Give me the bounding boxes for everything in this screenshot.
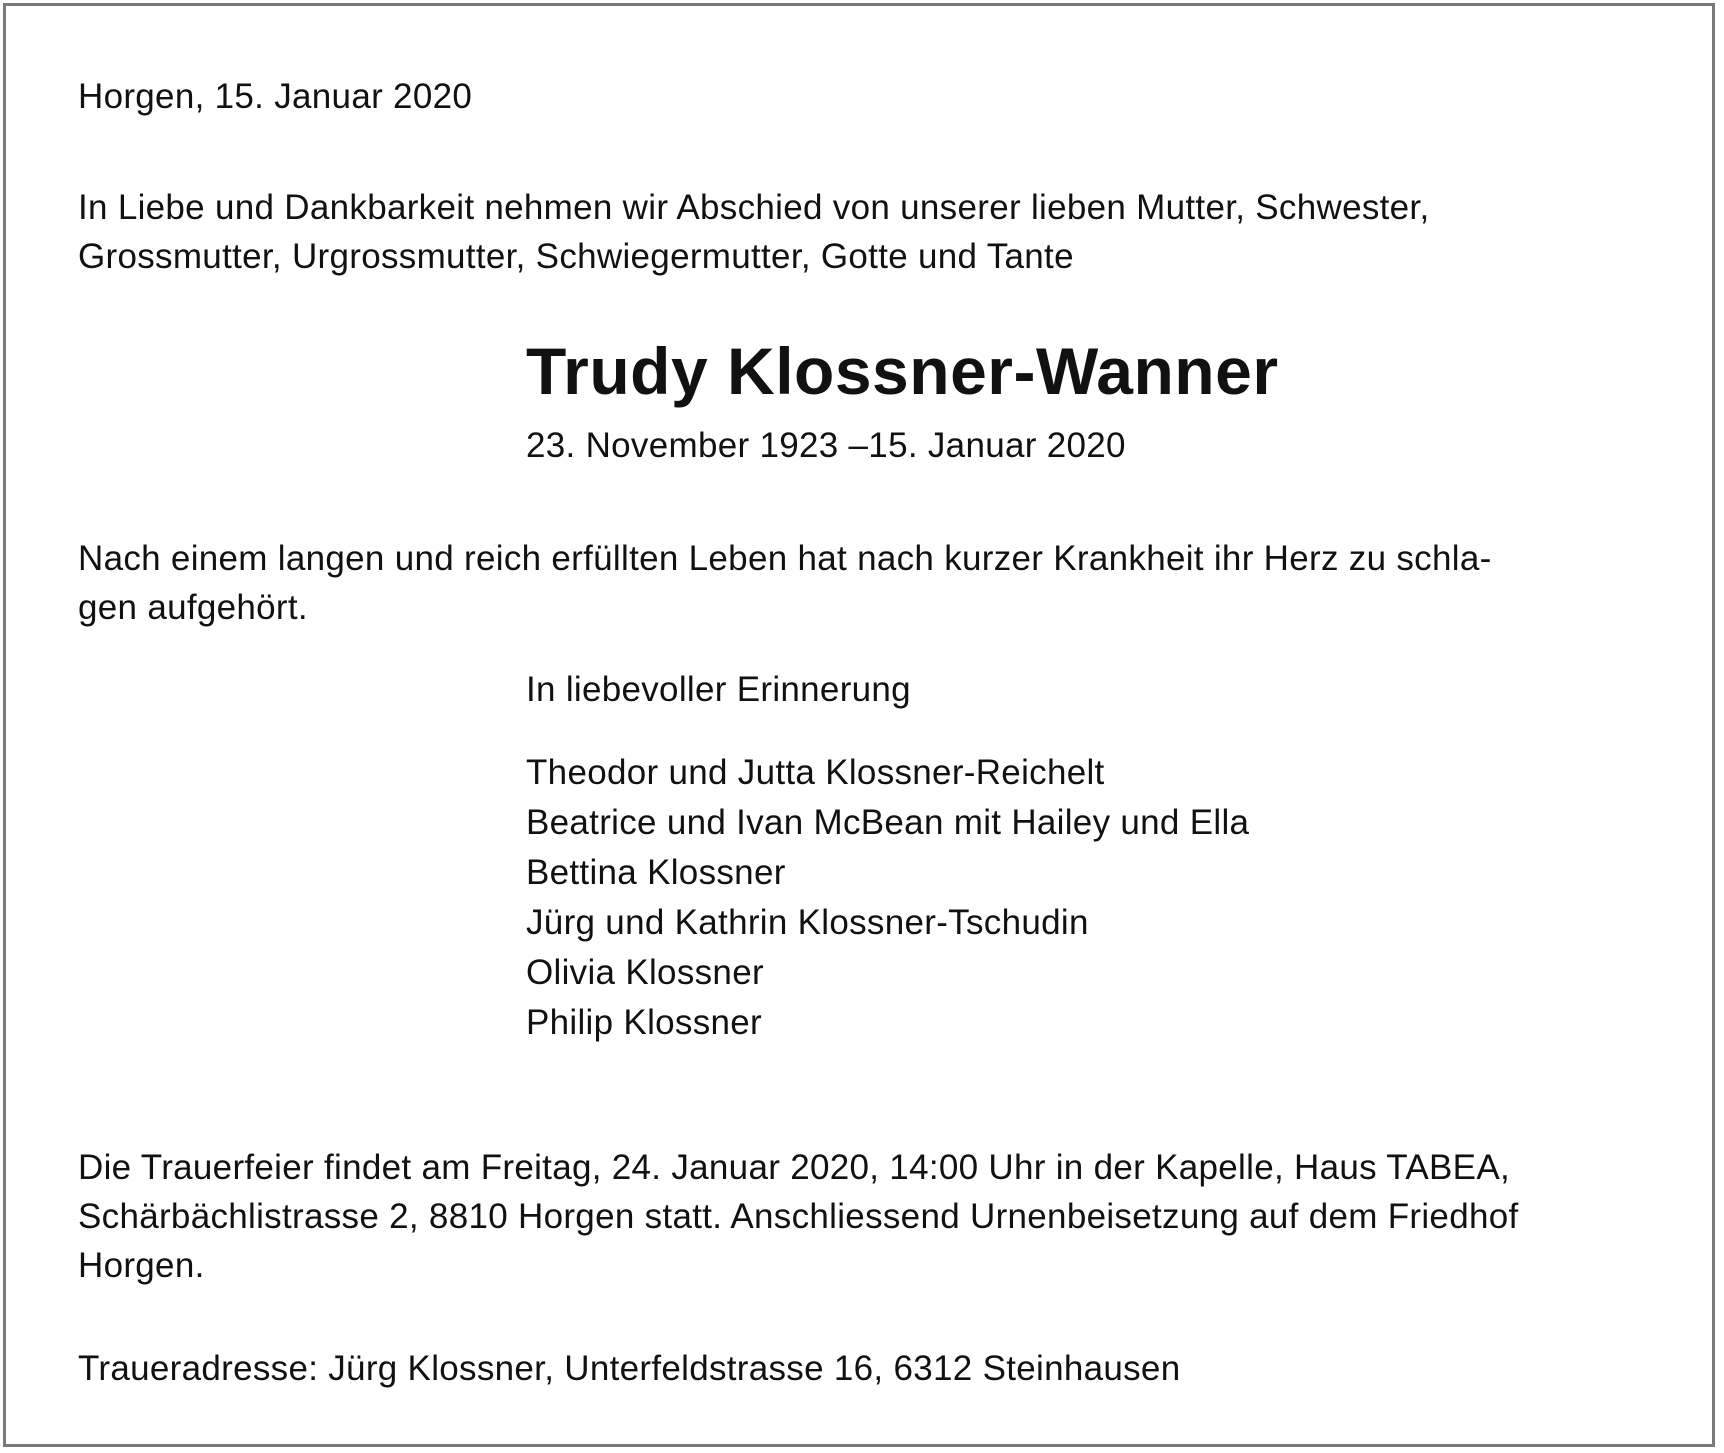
intro-line-1: In Liebe und Dankbarkeit nehmen wir Abschied von unserer lieben Mutter, Schwester, bbox=[78, 188, 1430, 227]
intro-line-2: Grossmutter, Urgrossmutter, Schwiegermutter, Gotte und Tante bbox=[78, 237, 1074, 276]
signers-list bbox=[526, 748, 1249, 1048]
signer-name: Theodor und Jutta Klossner-Reichelt bbox=[526, 753, 1105, 792]
life-dates: 23. November 1923 –15. Januar 2020 bbox=[526, 426, 1126, 465]
signer-name: Bettina Klossner bbox=[526, 853, 786, 892]
ceremony-line-1: Die Trauerfeier findet am Freitag, 24. Januar 2020, 14:00 Uhr in der Kapelle, Haus TABEA, bbox=[78, 1148, 1510, 1187]
signer-name: Beatrice und Ivan McBean mit Hailey und Ella bbox=[526, 803, 1250, 842]
mourning-address: Traueradresse: Jürg Klossner, Unterfeldstrasse 16, 6312 Steinhausen bbox=[78, 1349, 1181, 1388]
ceremony-text bbox=[78, 1143, 1519, 1290]
remembrance-line: In liebevoller Erinnerung bbox=[526, 670, 911, 709]
ceremony-line-2: Schärbächlistrasse 2, 8810 Horgen statt. Anschliessend Urnenbeisetzung auf dem Friedhof bbox=[78, 1197, 1519, 1236]
intro-text bbox=[78, 183, 1429, 281]
obituary-notice bbox=[3, 3, 1715, 1447]
place-and-date: Horgen, 15. Januar 2020 bbox=[78, 77, 473, 116]
signer-name: Philip Klossner bbox=[526, 1003, 762, 1042]
signer-name: Jürg und Kathrin Klossner-Tschudin bbox=[526, 903, 1089, 942]
message-text bbox=[78, 534, 1492, 632]
ceremony-line-3: Horgen. bbox=[78, 1246, 205, 1285]
message-line-2: gen aufgehört. bbox=[78, 588, 308, 627]
message-line-1: Nach einem langen und reich erfüllten Leben hat nach kurzer Krankheit ihr Herz zu schla- bbox=[78, 539, 1492, 578]
deceased-name: Trudy Klossner-Wanner bbox=[526, 334, 1279, 408]
signer-name: Olivia Klossner bbox=[526, 953, 764, 992]
